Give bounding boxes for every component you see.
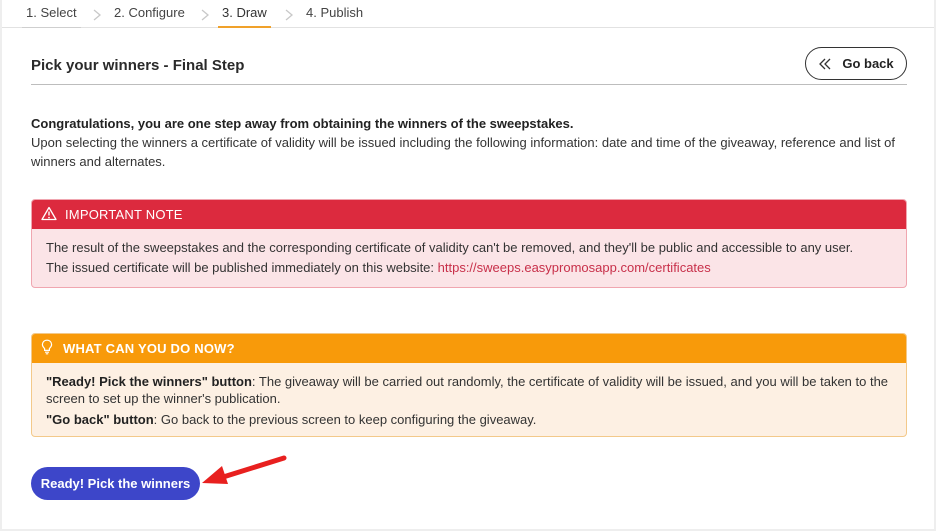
step-publish[interactable]: 4. Publish xyxy=(306,5,364,20)
go-back-button[interactable] xyxy=(805,47,907,80)
chevron-right-icon xyxy=(92,9,102,21)
warning-icon xyxy=(41,206,57,224)
important-note-title: IMPORTANT NOTE xyxy=(65,207,183,222)
page-header xyxy=(31,47,907,85)
red-arrow-pointer xyxy=(198,452,294,495)
double-chevron-left-icon xyxy=(818,57,832,71)
step-draw[interactable]: 3. Draw xyxy=(218,4,271,28)
wizard-steps xyxy=(2,0,934,28)
what-now-item-pick-label: "Ready! Pick the winners" button xyxy=(46,374,252,389)
what-now-item-pick-text: : The giveaway will be carried out randomly, the certificate of validity will be issued, and you will be taken to the screen to set up the winner's publication. xyxy=(46,374,889,406)
step-configure[interactable]: 2. Configure xyxy=(114,5,185,20)
step-select[interactable]: 1. Select xyxy=(22,4,81,28)
go-back-label: Go back xyxy=(842,56,894,71)
what-now-header xyxy=(32,334,906,363)
important-note-body xyxy=(32,229,906,278)
important-note-line2 xyxy=(46,258,892,278)
what-now-body xyxy=(32,363,906,428)
page-frame xyxy=(2,0,934,529)
important-note-line2-text: The issued certificate will be published immediately on this website: xyxy=(46,260,438,275)
what-now-title: WHAT CAN YOU DO NOW? xyxy=(63,341,235,356)
important-note-alert xyxy=(31,199,907,288)
chevron-right-icon xyxy=(200,9,210,21)
what-now-alert xyxy=(31,333,907,437)
chevron-right-icon xyxy=(284,9,294,21)
what-now-item-back xyxy=(46,411,892,428)
what-now-item-back-label: "Go back" button xyxy=(46,412,154,427)
intro-body: Upon selecting the winners a certificate of validity will be issued including the following information: date and time of the giveaway, reference and list of winners and alternates. xyxy=(31,135,896,169)
what-now-item-back-text: : Go back to the previous screen to keep configuring the giveaway. xyxy=(153,412,537,427)
intro-headline: Congratulations, you are one step away from obtaining the winners of the sweepstakes. xyxy=(31,116,574,131)
what-now-item-pick xyxy=(46,373,892,407)
important-note-header xyxy=(32,200,906,229)
page-title: Pick your winners - Final Step xyxy=(31,57,245,74)
important-note-line1: The result of the sweepstakes and the corresponding certificate of validity can't be removed, and they'll be public and accessible to any user. xyxy=(46,240,854,255)
certificates-link[interactable]: https://sweeps.easypromosapp.com/certificates xyxy=(437,260,711,275)
lightbulb-icon xyxy=(41,339,53,358)
pick-winners-button[interactable]: Ready! Pick the winners xyxy=(31,467,200,500)
intro-text xyxy=(31,114,911,171)
